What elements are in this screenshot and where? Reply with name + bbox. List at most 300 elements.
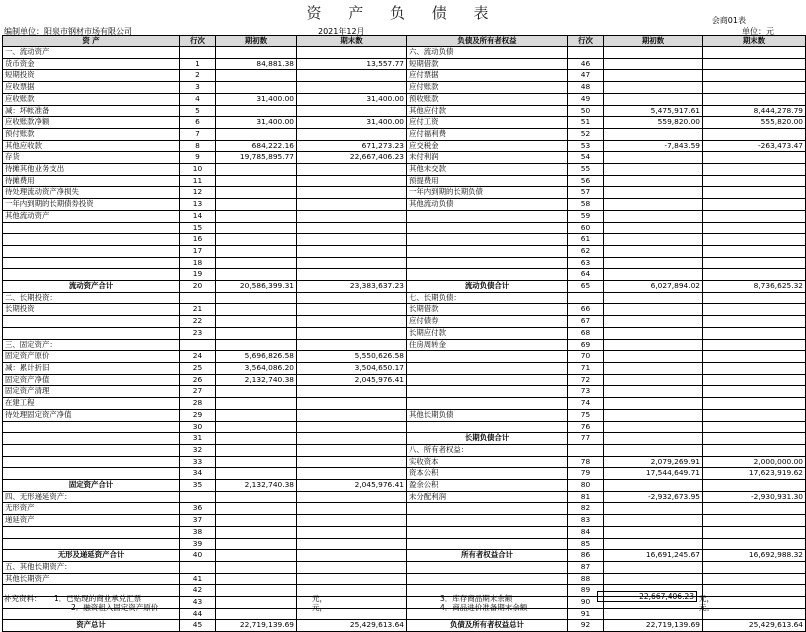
- asset-begin: 31,400.00: [216, 93, 297, 105]
- table-row: [3, 339, 806, 351]
- liability-end: [703, 526, 806, 538]
- table-row: [3, 374, 806, 386]
- asset-begin: [216, 327, 297, 339]
- asset-begin: [216, 234, 297, 246]
- liability-row-no: 68: [568, 327, 604, 339]
- liability-row-no: 78: [568, 456, 604, 468]
- asset-row-no: 1: [180, 58, 216, 70]
- liability-row-no: [568, 292, 604, 304]
- table-row: [3, 573, 806, 585]
- liability-begin: [604, 421, 703, 433]
- liability-item: [407, 538, 568, 550]
- table-row: [3, 93, 806, 105]
- asset-begin: [216, 47, 297, 59]
- liability-begin: [604, 503, 703, 515]
- liability-row-no: 79: [568, 468, 604, 480]
- liability-item: [407, 222, 568, 234]
- liability-begin: [604, 292, 703, 304]
- asset-item: [3, 538, 180, 550]
- liability-row-no: 46: [568, 58, 604, 70]
- asset-row-no: 9: [180, 152, 216, 164]
- liability-row-no: 81: [568, 491, 604, 503]
- liability-begin: [604, 561, 703, 573]
- asset-begin: [216, 585, 297, 597]
- asset-row-no: 34: [180, 468, 216, 480]
- liability-end: [703, 210, 806, 222]
- liability-row-no: 52: [568, 128, 604, 140]
- asset-item: 其他流动资产: [3, 210, 180, 222]
- asset-begin: 2,132,740.38: [216, 480, 297, 492]
- liability-begin: [604, 245, 703, 257]
- asset-row-no: 39: [180, 538, 216, 550]
- liability-item: 其他未交款: [407, 164, 568, 176]
- table-row: [3, 456, 806, 468]
- liability-item: 七、长期负债：: [407, 292, 568, 304]
- liability-end: [703, 257, 806, 269]
- table-row: [3, 82, 806, 94]
- liability-row-no: 92: [568, 620, 604, 632]
- asset-begin: [216, 386, 297, 398]
- asset-begin: 84,881.38: [216, 58, 297, 70]
- table-row: [3, 152, 806, 164]
- liability-begin: [604, 152, 703, 164]
- asset-end: 22,667,406.23: [297, 152, 407, 164]
- liability-item: 所有者权益合计: [407, 550, 568, 562]
- asset-item: 应收账款净额: [3, 117, 180, 129]
- asset-begin: [216, 433, 297, 445]
- liability-end: [703, 292, 806, 304]
- footer-item-3-unit: 元，: [699, 594, 714, 603]
- form-number: 会商01表: [711, 16, 746, 25]
- asset-item: 固定资产原价: [3, 351, 180, 363]
- liability-item: 未付利润: [407, 152, 568, 164]
- asset-begin: [216, 105, 297, 117]
- liability-begin: [604, 164, 703, 176]
- asset-begin: [216, 316, 297, 328]
- liability-item: 预收账款: [407, 93, 568, 105]
- liability-row-no: 62: [568, 245, 604, 257]
- asset-item: [3, 421, 180, 433]
- asset-end: [297, 515, 407, 527]
- asset-row-no: [180, 292, 216, 304]
- asset-end: [297, 128, 407, 140]
- table-row: [3, 468, 806, 480]
- liability-row-no: 63: [568, 257, 604, 269]
- liability-item: 长期应付款: [407, 327, 568, 339]
- table-row: [3, 316, 806, 328]
- table-row: [3, 362, 806, 374]
- liability-item: 实收资本: [407, 456, 568, 468]
- asset-item: [3, 526, 180, 538]
- liability-item: 未分配利润: [407, 491, 568, 503]
- asset-item: 长期投资: [3, 304, 180, 316]
- asset-begin: [216, 515, 297, 527]
- liability-begin: 2,079,269.91: [604, 456, 703, 468]
- liability-begin: [604, 398, 703, 410]
- asset-end: [297, 409, 407, 421]
- liability-end: [703, 597, 806, 609]
- table-row: [3, 47, 806, 59]
- footer-item-4-unit: 元。: [699, 603, 714, 612]
- asset-row-no: 42: [180, 585, 216, 597]
- liability-end: 17,623,919.62: [703, 468, 806, 480]
- asset-end: [297, 210, 407, 222]
- asset-row-no: 38: [180, 526, 216, 538]
- liability-item: 八、所有者权益：: [407, 444, 568, 456]
- liability-begin: 6,027,894.02: [604, 281, 703, 293]
- asset-row-no: 11: [180, 175, 216, 187]
- liability-end: [703, 351, 806, 363]
- liability-row-no: 71: [568, 362, 604, 374]
- liability-begin: [604, 175, 703, 187]
- liability-row-no: 84: [568, 526, 604, 538]
- table-body: [3, 36, 806, 632]
- asset-end: [297, 175, 407, 187]
- asset-item: 短期投资: [3, 70, 180, 82]
- asset-end: [297, 222, 407, 234]
- table-row: [3, 491, 806, 503]
- asset-begin: [216, 456, 297, 468]
- liability-item: 长期负债合计: [407, 433, 568, 445]
- table-row: [3, 561, 806, 573]
- liability-end: [703, 304, 806, 316]
- liability-begin: 17,544,649.71: [604, 468, 703, 480]
- liability-end: [703, 58, 806, 70]
- asset-begin: 2,132,740.38: [216, 374, 297, 386]
- asset-item: 三、固定资产：: [3, 339, 180, 351]
- asset-end: [297, 550, 407, 562]
- liability-end: [703, 421, 806, 433]
- asset-row-no: [180, 339, 216, 351]
- liability-begin: [604, 47, 703, 59]
- table-row: [3, 480, 806, 492]
- asset-item: [3, 245, 180, 257]
- asset-row-no: 29: [180, 409, 216, 421]
- asset-begin: [216, 175, 297, 187]
- liability-end: 16,692,988.32: [703, 550, 806, 562]
- liability-item: 六、流动负债: [407, 47, 568, 59]
- liability-item: 流动负债合计: [407, 281, 568, 293]
- liability-begin: [604, 269, 703, 281]
- liability-end: [703, 362, 806, 374]
- liability-row-no: 83: [568, 515, 604, 527]
- liability-item: [407, 210, 568, 222]
- table-row: [3, 292, 806, 304]
- liability-row-no: 47: [568, 70, 604, 82]
- asset-row-no: 19: [180, 269, 216, 281]
- asset-item: 减：坏帐准备: [3, 105, 180, 117]
- table-row: [3, 234, 806, 246]
- liability-begin: [604, 199, 703, 211]
- asset-end: 13,557.77: [297, 58, 407, 70]
- asset-end: [297, 491, 407, 503]
- asset-row-no: [180, 47, 216, 59]
- liability-end: [703, 128, 806, 140]
- liability-item: [407, 257, 568, 269]
- asset-end: [297, 503, 407, 515]
- liability-end: [703, 152, 806, 164]
- liability-row-no: 86: [568, 550, 604, 562]
- asset-end: [297, 257, 407, 269]
- liability-end: [703, 327, 806, 339]
- asset-begin: 31,400.00: [216, 117, 297, 129]
- asset-end: [297, 105, 407, 117]
- liability-begin: [604, 433, 703, 445]
- asset-begin: [216, 292, 297, 304]
- liability-end: [703, 480, 806, 492]
- footer-item-1-unit: 元，: [312, 594, 327, 603]
- liability-row-no: 53: [568, 140, 604, 152]
- table-row: [3, 515, 806, 527]
- liability-end: [703, 269, 806, 281]
- asset-end: 3,504,650.17: [297, 362, 407, 374]
- liability-item: [407, 386, 568, 398]
- asset-end: [297, 269, 407, 281]
- asset-item: 应收账款: [3, 93, 180, 105]
- asset-end: [297, 421, 407, 433]
- asset-item: 一年内到期的长期债券投资: [3, 199, 180, 211]
- table-row: [3, 164, 806, 176]
- liability-row-no: 61: [568, 234, 604, 246]
- asset-end: [297, 327, 407, 339]
- asset-row-no: 6: [180, 117, 216, 129]
- asset-end: 671,273.23: [297, 140, 407, 152]
- asset-row-no: 15: [180, 222, 216, 234]
- asset-item: 无形及递延资产合计: [3, 550, 180, 562]
- liability-item: [407, 351, 568, 363]
- liability-end: [703, 398, 806, 410]
- liability-row-no: 74: [568, 398, 604, 410]
- asset-row-no: 13: [180, 199, 216, 211]
- asset-begin: [216, 561, 297, 573]
- balance-sheet-table: [2, 35, 806, 632]
- asset-end: [297, 339, 407, 351]
- asset-begin: 684,222.16: [216, 140, 297, 152]
- liability-end: [703, 515, 806, 527]
- asset-item: [3, 269, 180, 281]
- liability-end: [703, 47, 806, 59]
- asset-begin: 19,785,895.77: [216, 152, 297, 164]
- asset-item: 四、无形递延资产：: [3, 491, 180, 503]
- asset-item: [3, 327, 180, 339]
- liability-begin: [604, 374, 703, 386]
- footer-item-4: 4．商品进价准备期末余额: [440, 603, 528, 612]
- liability-row-no: 76: [568, 421, 604, 433]
- liability-item: 应付福利费: [407, 128, 568, 140]
- liability-end: [703, 503, 806, 515]
- asset-begin: [216, 187, 297, 199]
- footer-item-2: 2．融资租入固定资产原价: [71, 603, 159, 612]
- asset-end: [297, 70, 407, 82]
- liability-end: 8,444,278.79: [703, 105, 806, 117]
- table-row: [3, 327, 806, 339]
- asset-row-no: 12: [180, 187, 216, 199]
- asset-row-no: 41: [180, 573, 216, 585]
- asset-row-no: 20: [180, 281, 216, 293]
- liability-row-no: 66: [568, 304, 604, 316]
- asset-row-no: 21: [180, 304, 216, 316]
- asset-row-no: 8: [180, 140, 216, 152]
- asset-end: [297, 47, 407, 59]
- liability-item: [407, 421, 568, 433]
- asset-item: 在建工程: [3, 398, 180, 410]
- liability-item: [407, 561, 568, 573]
- company-name: 编制单位：阳泉市钢材市场有限公司: [4, 27, 132, 36]
- asset-begin: 20,586,399.31: [216, 281, 297, 293]
- header-end: 期末数: [297, 36, 407, 47]
- asset-begin: [216, 526, 297, 538]
- liability-end: -263,473.47: [703, 140, 806, 152]
- table-row: [3, 433, 806, 445]
- asset-item: 固定资产清理: [3, 386, 180, 398]
- liability-item: 应付票据: [407, 70, 568, 82]
- liability-row-no: 82: [568, 503, 604, 515]
- table-row: [3, 210, 806, 222]
- asset-row-no: 16: [180, 234, 216, 246]
- table-row: [3, 421, 806, 433]
- table-row: [3, 117, 806, 129]
- liability-item: 长期借款: [407, 304, 568, 316]
- liability-end: [703, 444, 806, 456]
- asset-item: 其他应收款: [3, 140, 180, 152]
- liability-item: [407, 526, 568, 538]
- header-row-no: 行次: [180, 36, 216, 47]
- liability-item: [407, 515, 568, 527]
- asset-end: [297, 468, 407, 480]
- liability-begin: [604, 339, 703, 351]
- liability-end: 2,000,000.00: [703, 456, 806, 468]
- liability-end: [703, 199, 806, 211]
- liability-end: [703, 316, 806, 328]
- asset-begin: [216, 245, 297, 257]
- asset-row-no: 32: [180, 444, 216, 456]
- asset-begin: [216, 210, 297, 222]
- asset-row-no: 26: [180, 374, 216, 386]
- liability-end: [703, 433, 806, 445]
- liability-row-no: 58: [568, 199, 604, 211]
- asset-begin: [216, 491, 297, 503]
- asset-end: [297, 561, 407, 573]
- liability-begin: -2,932,673.95: [604, 491, 703, 503]
- asset-end: [297, 386, 407, 398]
- asset-row-no: 3: [180, 82, 216, 94]
- liability-begin: [604, 480, 703, 492]
- liability-row-no: 51: [568, 117, 604, 129]
- liability-end: [703, 93, 806, 105]
- liability-row-no: 89: [568, 585, 604, 597]
- asset-item: [3, 234, 180, 246]
- asset-end: 31,400.00: [297, 93, 407, 105]
- liability-row-no: 60: [568, 222, 604, 234]
- liability-begin: [604, 70, 703, 82]
- asset-row-no: [180, 491, 216, 503]
- liability-item: 资本公积: [407, 468, 568, 480]
- asset-begin: [216, 398, 297, 410]
- liability-begin: [604, 222, 703, 234]
- asset-item: 五、其他长期资产：: [3, 561, 180, 573]
- asset-row-no: 14: [180, 210, 216, 222]
- header-liability: 负债及所有者权益: [407, 36, 568, 47]
- liability-begin: [604, 608, 703, 620]
- liability-end: [703, 386, 806, 398]
- asset-row-no: [180, 561, 216, 573]
- asset-begin: [216, 339, 297, 351]
- asset-end: [297, 234, 407, 246]
- header-asset: 资 产: [3, 36, 180, 47]
- liability-end: [703, 175, 806, 187]
- asset-item: 资产总计: [3, 620, 180, 632]
- asset-item: [3, 433, 180, 445]
- asset-item: 减：累计折旧: [3, 362, 180, 374]
- asset-end: [297, 573, 407, 585]
- asset-item: 一、流动资产: [3, 47, 180, 59]
- liability-end: [703, 538, 806, 550]
- liability-end: [703, 245, 806, 257]
- asset-begin: [216, 70, 297, 82]
- asset-row-no: 5: [180, 105, 216, 117]
- asset-row-no: 45: [180, 620, 216, 632]
- table-row: [3, 526, 806, 538]
- table-row: [3, 199, 806, 211]
- liability-begin: 559,820.00: [604, 117, 703, 129]
- liability-item: 应付债券: [407, 316, 568, 328]
- asset-row-no: 40: [180, 550, 216, 562]
- table-row: [3, 409, 806, 421]
- asset-item: 货币资金: [3, 58, 180, 70]
- asset-end: [297, 245, 407, 257]
- liability-end: [703, 374, 806, 386]
- liability-begin: -7,843.59: [604, 140, 703, 152]
- table-row: [3, 304, 806, 316]
- asset-item: 待处理固定资产净值: [3, 409, 180, 421]
- liability-row-no: 54: [568, 152, 604, 164]
- liability-begin: [604, 128, 703, 140]
- liability-begin: [604, 257, 703, 269]
- asset-item: 待摊其他业务支出: [3, 164, 180, 176]
- liability-begin: [604, 58, 703, 70]
- liability-end: [703, 561, 806, 573]
- liability-item: 其他流动负债: [407, 199, 568, 211]
- asset-row-no: 25: [180, 362, 216, 374]
- table-row: [3, 550, 806, 562]
- liability-row-no: 56: [568, 175, 604, 187]
- liability-row-no: 90: [568, 597, 604, 609]
- liability-row-no: 67: [568, 316, 604, 328]
- liability-item: [407, 374, 568, 386]
- asset-row-no: 37: [180, 515, 216, 527]
- liability-row-no: 72: [568, 374, 604, 386]
- liability-end: 25,429,613.64: [703, 620, 806, 632]
- liability-item: [407, 234, 568, 246]
- asset-end: [297, 456, 407, 468]
- liability-begin: [604, 93, 703, 105]
- liability-row-no: 48: [568, 82, 604, 94]
- currency-unit: 单位：元: [742, 27, 774, 36]
- liability-item: 住房周转金: [407, 339, 568, 351]
- asset-item: 存货: [3, 152, 180, 164]
- liability-row-no: 80: [568, 480, 604, 492]
- table-row: [3, 58, 806, 70]
- asset-row-no: 18: [180, 257, 216, 269]
- asset-end: [297, 398, 407, 410]
- asset-item: 递延资产: [3, 515, 180, 527]
- liability-item: 一年内到期的长期负债: [407, 187, 568, 199]
- asset-item: 其他长期资产: [3, 573, 180, 585]
- footer-item-1: 1．已贴现的商业承兑汇票: [54, 594, 142, 603]
- asset-row-no: 17: [180, 245, 216, 257]
- asset-item: [3, 468, 180, 480]
- table-row: [3, 386, 806, 398]
